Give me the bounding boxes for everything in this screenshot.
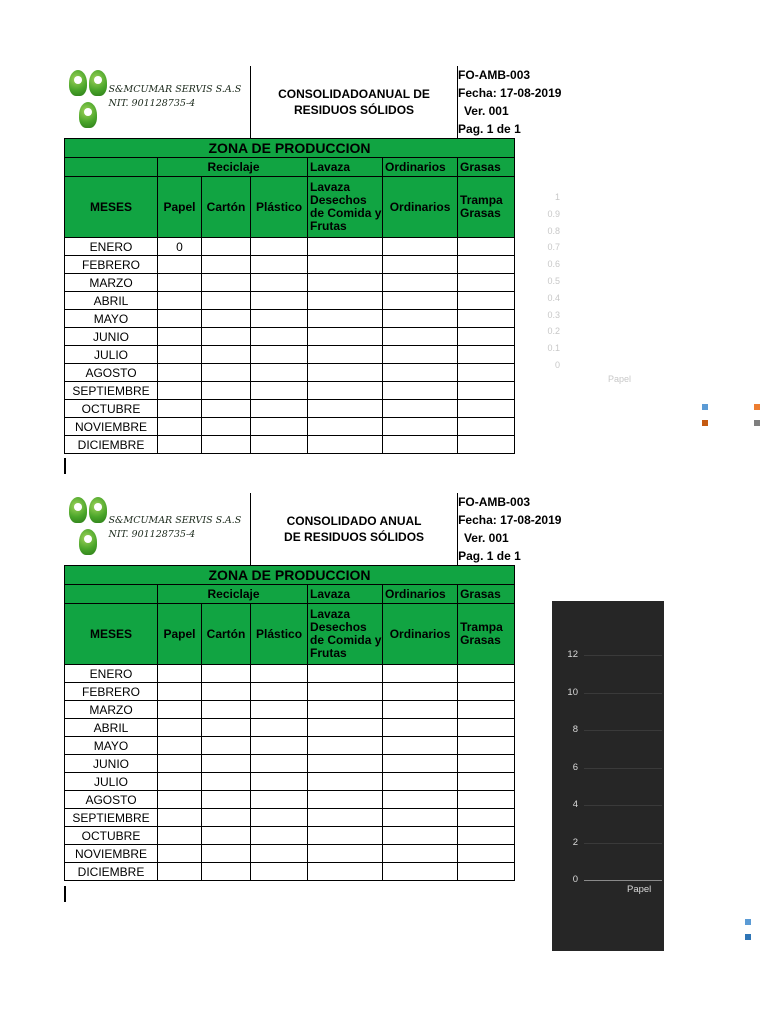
legend-swatch [754, 420, 760, 426]
table-row [65, 791, 515, 809]
group-lavaza: Lavaza [308, 585, 383, 604]
y-tick-label: 0.2 [547, 326, 560, 337]
col-papel: Papel [158, 604, 202, 665]
table-row [65, 665, 515, 683]
col-lavaza: Lavaza Desechos de Comida y Frutas [308, 177, 383, 238]
gridline [584, 805, 662, 806]
form-page: Pag. 1 de 1 [458, 122, 521, 136]
month-cell: JUNIO [65, 755, 158, 773]
month-cell: ENERO [65, 238, 158, 256]
y-tick-label: 4 [572, 799, 578, 810]
company-logo [65, 66, 251, 138]
logo-leaf-icon [69, 70, 87, 96]
y-tick-label: 0.8 [547, 225, 560, 236]
table-row [65, 364, 515, 382]
logo-leaf-icon [79, 102, 97, 128]
group-grasas: Grasas [458, 585, 515, 604]
table-row [65, 346, 515, 364]
month-cell: ENERO [65, 665, 158, 683]
y-tick-label: 12 [567, 649, 578, 660]
y-tick-label: 0.3 [547, 309, 560, 320]
form-version: Ver. 001 [463, 104, 509, 118]
table-row [65, 809, 515, 827]
zona-title: ZONA DE PRODUCCION [65, 566, 515, 585]
gridline [584, 768, 662, 769]
y-tick-label: 0.5 [547, 276, 560, 286]
col-ordinarios: Ordinarios [383, 604, 458, 665]
col-meses: MESES [65, 177, 158, 238]
month-cell: MAYO [65, 310, 158, 328]
month-cell: DICIEMBRE [65, 863, 158, 881]
form-version: Ver. 001 [463, 531, 509, 545]
y-tick-label: 0.1 [547, 343, 560, 354]
table-row [65, 436, 515, 454]
logo-leaf-icon [69, 497, 87, 523]
table-row [65, 845, 515, 863]
gridline [584, 843, 662, 844]
table-row [65, 719, 515, 737]
month-cell: NOVIEMBRE [65, 418, 158, 436]
col-ordinarios: Ordinarios [383, 177, 458, 238]
group-grasas: Grasas [458, 158, 515, 177]
col-papel: Papel [158, 177, 202, 238]
table-row [65, 310, 515, 328]
table-row [65, 755, 515, 773]
month-cell: ABRIL [65, 719, 158, 737]
table-row [65, 238, 515, 256]
table-row [65, 274, 515, 292]
form-date: Fecha: 17-08-2019 [458, 513, 562, 527]
col-plastico: Plástico [251, 177, 308, 238]
company-logo [65, 493, 251, 565]
month-cell: NOVIEMBRE [65, 845, 158, 863]
table-row [65, 382, 515, 400]
gridline [584, 693, 662, 694]
form-code: FO-AMB-003 [458, 495, 531, 509]
form-header [65, 66, 515, 84]
form-page: Pag. 1 de 1 [458, 549, 521, 563]
legend-swatch [745, 934, 751, 940]
month-cell: AGOSTO [65, 364, 158, 382]
y-tick-label: 0.6 [547, 259, 560, 270]
group-lavaza: Lavaza [308, 158, 383, 177]
month-cell: FEBRERO [65, 683, 158, 701]
legend-swatch [702, 404, 708, 410]
month-cell: DICIEMBRE [65, 436, 158, 454]
y-tick-label: 6 [572, 761, 578, 773]
y-tick-label: 0 [572, 874, 578, 885]
y-tick-label: 0.7 [547, 242, 560, 253]
month-cell: JUNIO [65, 328, 158, 346]
x-axis-line [584, 880, 662, 881]
text-cursor [64, 886, 66, 902]
month-cell: MARZO [65, 274, 158, 292]
month-cell: OCTUBRE [65, 400, 158, 418]
table-row [65, 773, 515, 791]
col-grasas: Trampa Grasas [458, 177, 515, 238]
gridline [584, 730, 662, 731]
form-title: CONSOLIDADO ANUAL DE RESIDUOS SÓLIDOS [251, 493, 458, 566]
y-tick-label: 10 [567, 686, 578, 698]
table-row [65, 328, 515, 346]
y-tick-label: 2 [572, 836, 578, 848]
table-row [65, 827, 515, 845]
legend-swatch [702, 420, 708, 426]
value-cell[interactable]: 0 [158, 238, 202, 256]
logo-leaf-icon [89, 70, 107, 96]
table-row [65, 418, 515, 436]
y-tick-label: 0.4 [547, 292, 560, 303]
legend-swatch [754, 404, 760, 410]
company-name: S&MCUMAR SERVIS S.A.S [108, 84, 242, 95]
col-meses: MESES [65, 604, 158, 665]
logo-leaf-icon [89, 497, 107, 523]
y-tick-label: 1 [554, 192, 560, 202]
chart-2[interactable] [552, 601, 664, 951]
form-header [65, 493, 515, 511]
chart-1[interactable] [530, 188, 670, 388]
table-row [65, 256, 515, 274]
company-nit: NIT. 901128735-4 [108, 529, 196, 540]
col-carton: Cartón [202, 604, 251, 665]
month-cell: JULIO [65, 773, 158, 791]
form-2-table [64, 493, 562, 881]
form-date: Fecha: 17-08-2019 [458, 86, 562, 100]
zona-title: ZONA DE PRODUCCION [65, 139, 515, 158]
month-cell: JULIO [65, 346, 158, 364]
month-cell: AGOSTO [65, 791, 158, 809]
month-cell: FEBRERO [65, 256, 158, 274]
col-lavaza: Lavaza Desechos de Comida y Frutas [308, 604, 383, 665]
x-tick-label: Papel [627, 884, 652, 895]
table-row [65, 701, 515, 719]
group-ordinarios: Ordinarios [383, 585, 458, 604]
month-cell: SEPTIEMBRE [65, 382, 158, 400]
group-ordinarios: Ordinarios [383, 158, 458, 177]
form-title: CONSOLIDADOANUAL DE RESIDUOS SÓLIDOS [251, 66, 458, 139]
table-row [65, 863, 515, 881]
col-grasas: Trampa Grasas [458, 604, 515, 665]
month-cell: MARZO [65, 701, 158, 719]
y-tick-label: 0.9 [547, 208, 560, 219]
gridline [584, 655, 662, 656]
text-cursor [64, 458, 66, 474]
form-2 [64, 493, 562, 881]
company-name: S&MCUMAR SERVIS S.A.S [108, 515, 242, 526]
table-row [65, 400, 515, 418]
y-tick-label: 0 [554, 360, 560, 370]
y-tick-label: 8 [572, 724, 578, 735]
group-reciclaje: Reciclaje [158, 158, 308, 177]
table-row [65, 683, 515, 701]
form-code: FO-AMB-003 [458, 68, 531, 82]
table-row [65, 292, 515, 310]
col-plastico: Plástico [251, 604, 308, 665]
month-cell: SEPTIEMBRE [65, 809, 158, 827]
table-row [65, 737, 515, 755]
company-nit: NIT. 901128735-4 [108, 98, 196, 109]
legend-swatch [745, 919, 751, 925]
month-cell: ABRIL [65, 292, 158, 310]
x-tick-label: Papel [608, 374, 632, 384]
month-cell: MAYO [65, 737, 158, 755]
month-cell: OCTUBRE [65, 827, 158, 845]
logo-leaf-icon [79, 529, 97, 555]
group-reciclaje: Reciclaje [158, 585, 308, 604]
col-carton: Cartón [202, 177, 251, 238]
